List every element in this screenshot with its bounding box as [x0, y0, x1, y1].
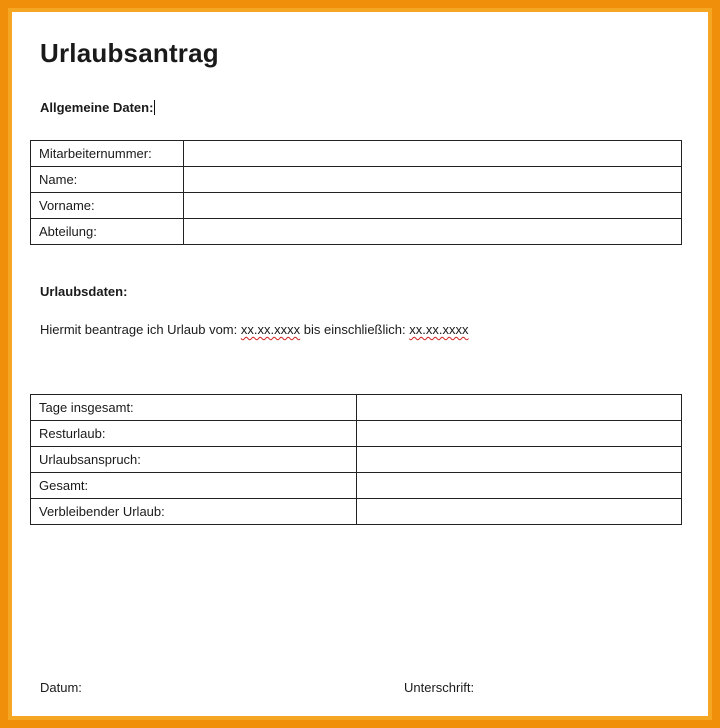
- field-value-total-days[interactable]: [357, 395, 682, 421]
- field-label-total-days: Tage insgesamt:: [31, 395, 357, 421]
- document-page: [12, 12, 708, 716]
- table-row: [31, 447, 682, 473]
- document-title: Urlaubsantrag: [40, 38, 219, 68]
- statement-prefix: Hiermit beantrage ich Urlaub vom:: [40, 322, 238, 337]
- vacation-data-heading: Urlaubsdaten:: [40, 284, 128, 299]
- general-data-heading-text: Allgemeine Daten:: [40, 100, 154, 115]
- field-label-department: Abteilung:: [31, 219, 184, 245]
- general-data-heading: [40, 100, 155, 115]
- field-value-department[interactable]: [184, 219, 682, 245]
- vacation-days-table: [30, 394, 682, 525]
- field-value-employee-number[interactable]: [184, 141, 682, 167]
- statement-middle: bis einschließlich:: [303, 322, 406, 337]
- field-value-name[interactable]: [184, 167, 682, 193]
- field-value-leave-entitlement[interactable]: [357, 447, 682, 473]
- field-label-remaining-leave: Resturlaub:: [31, 421, 357, 447]
- signature-label: Unterschrift:: [404, 680, 475, 695]
- field-value-remaining-leave[interactable]: [357, 421, 682, 447]
- text-cursor: [154, 100, 155, 115]
- table-row: [31, 141, 682, 167]
- field-label-first-name: Vorname:: [31, 193, 184, 219]
- table-row: [31, 193, 682, 219]
- from-date-placeholder[interactable]: xx.xx.xxxx: [240, 322, 301, 337]
- table-row: [31, 473, 682, 499]
- field-label-name: Name:: [31, 167, 184, 193]
- vacation-request-statement: [40, 322, 468, 337]
- general-data-table: [30, 140, 682, 245]
- field-value-leftover-leave[interactable]: [357, 499, 682, 525]
- field-label-leftover-leave: Verbleibender Urlaub:: [31, 499, 357, 525]
- field-value-first-name[interactable]: [184, 193, 682, 219]
- table-row: [31, 499, 682, 525]
- field-label-total: Gesamt:: [31, 473, 357, 499]
- table-row: [31, 395, 682, 421]
- table-row: [31, 219, 682, 245]
- date-label: Datum:: [40, 680, 82, 695]
- field-label-employee-number: Mitarbeiternummer:: [31, 141, 184, 167]
- document-frame: [8, 8, 712, 720]
- table-row: [31, 167, 682, 193]
- table-row: [31, 421, 682, 447]
- field-label-leave-entitlement: Urlaubsanspruch:: [31, 447, 357, 473]
- to-date-placeholder[interactable]: xx.xx.xxxx: [409, 322, 469, 337]
- field-value-total[interactable]: [357, 473, 682, 499]
